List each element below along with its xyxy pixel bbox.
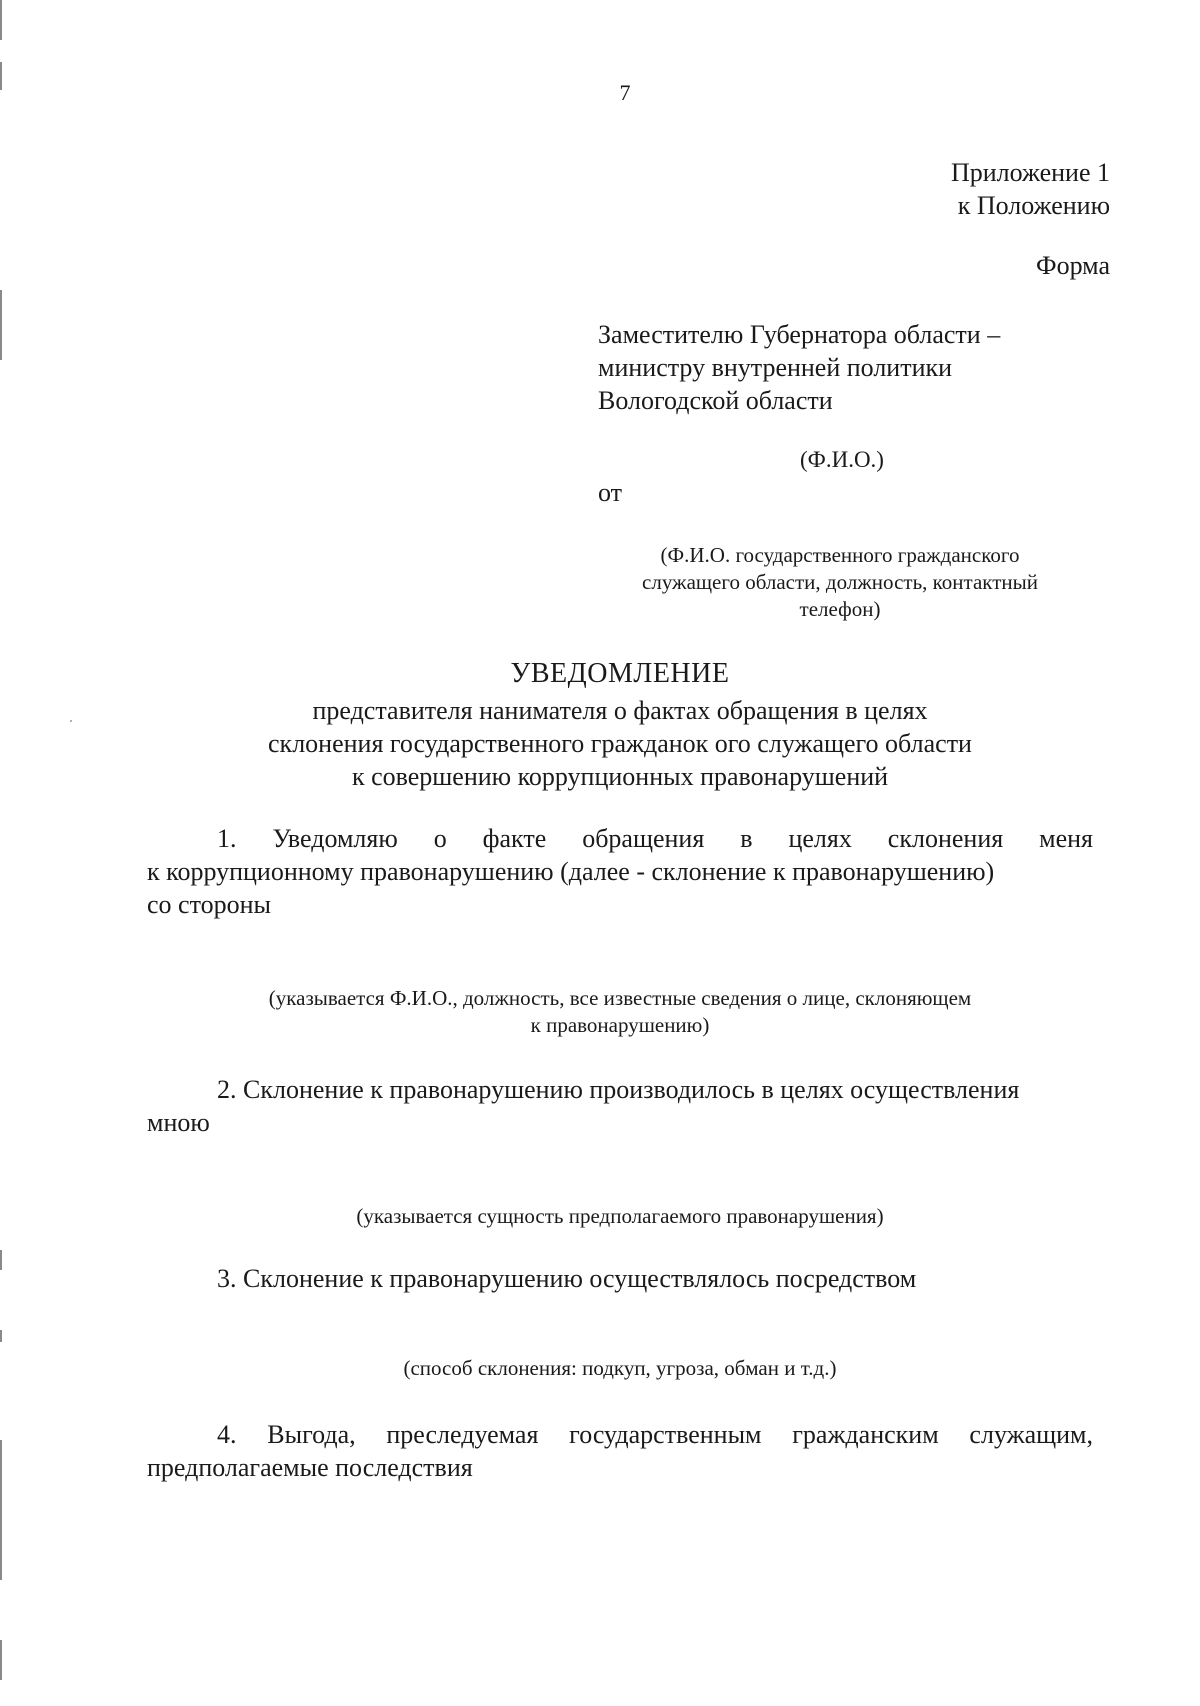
paragraph-line: 4. Выгода, преследуемая государственным гражданским служащим, bbox=[217, 1420, 1093, 1449]
caption-line: (указывается сущность предполагаемого правонарушения) bbox=[356, 1204, 884, 1228]
paragraph-line: предполагаемые последствия bbox=[147, 1453, 473, 1482]
paragraph-line: со стороны bbox=[147, 890, 271, 919]
sender-caption-line: (Ф.И.О. государственного гражданского bbox=[660, 543, 1020, 567]
subtitle-line: представителя нанимателя о фактах обращения в целях bbox=[312, 696, 928, 725]
scan-edge-mark bbox=[0, 0, 2, 40]
page-number: 7 bbox=[619, 80, 631, 105]
scan-edge-mark bbox=[0, 1640, 2, 1680]
caption-line: (способ склонения: подкуп, угроза, обман и т.д.) bbox=[403, 1356, 837, 1380]
from-label: от bbox=[598, 478, 623, 507]
scan-edge-mark bbox=[0, 1330, 2, 1342]
addressee-block bbox=[598, 318, 1000, 417]
scan-edge-mark bbox=[0, 1250, 2, 1270]
item-1-caption bbox=[0, 985, 1200, 1039]
addressee-line: Вологодской области bbox=[598, 386, 833, 415]
sender-caption bbox=[600, 542, 1080, 623]
item-3-caption bbox=[0, 1355, 1200, 1382]
caption-line: (указывается Ф.И.О., должность, все известные сведения о лице, склоняющем bbox=[268, 986, 972, 1010]
paragraph-line: 2. Склонение к правонарушению производилось в целях осуществления bbox=[217, 1075, 1020, 1104]
scan-edge-mark bbox=[0, 290, 2, 360]
scan-edge-mark bbox=[0, 1440, 2, 1580]
document-title: УВЕДОМЛЕНИЕ bbox=[510, 658, 730, 689]
sender-caption-line: служащего области, должность, контактный bbox=[642, 570, 1038, 594]
item-4-paragraph bbox=[147, 1418, 1093, 1484]
subtitle-line: склонения государственного гражданок ого служащего области bbox=[268, 729, 972, 758]
appendix-line: к Положению bbox=[957, 191, 1110, 220]
subtitle-line: к совершению коррупционных правонарушений bbox=[351, 762, 889, 791]
paragraph-line: 1. Уведомляю о факте обращения в целях склонения меня bbox=[217, 824, 1093, 853]
paragraph-line: к коррупционному правонарушению (далее - склонение к правонарушению) bbox=[147, 857, 995, 886]
appendix-header bbox=[951, 156, 1110, 222]
addressee-line: Заместителю Губернатора области – bbox=[598, 320, 1001, 349]
item-2-caption bbox=[0, 1203, 1200, 1230]
appendix-line: Приложение 1 bbox=[950, 158, 1110, 187]
document-subtitle bbox=[0, 694, 1200, 793]
sender-caption-line: телефон) bbox=[799, 597, 881, 621]
item-3-paragraph bbox=[147, 1262, 1093, 1295]
item-2-paragraph bbox=[147, 1073, 1093, 1139]
addressee-line: министру внутренней политики bbox=[598, 353, 953, 382]
form-label: Форма bbox=[1036, 251, 1110, 280]
fio-caption: (Ф.И.О.) bbox=[800, 447, 884, 472]
item-1-paragraph bbox=[147, 822, 1093, 921]
paragraph-line: мною bbox=[147, 1108, 210, 1137]
paragraph-line: 3. Склонение к правонарушению осуществлялось посредством bbox=[217, 1264, 917, 1293]
caption-line: к правонарушению) bbox=[530, 1013, 710, 1037]
